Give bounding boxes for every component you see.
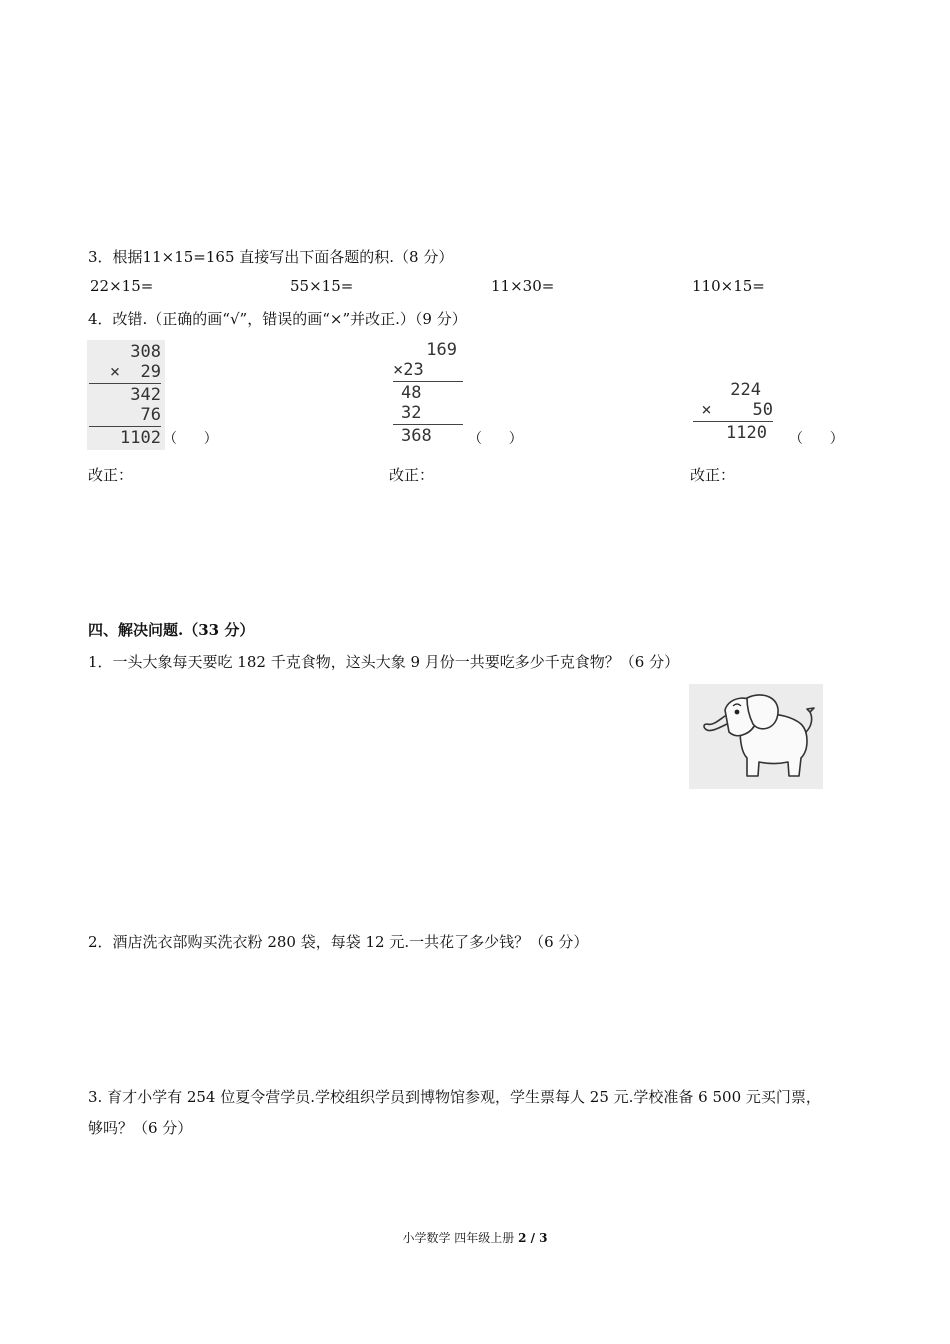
calc1-partial-1: 342 bbox=[130, 385, 161, 405]
problem-3-line-1: 3. 育才小学有 254 位夏令营学员.学校组织学员到博物馆参观，学生票每人 25 元.学校准备 6 500 元买门票， bbox=[88, 1088, 821, 1106]
problem-3-line-2: 够吗？（6 分） bbox=[88, 1119, 193, 1137]
calc3-result: 1120 bbox=[726, 423, 767, 443]
vertical-calculation-3 bbox=[693, 380, 773, 443]
elephant-icon bbox=[689, 684, 823, 789]
elephant-illustration bbox=[689, 684, 823, 789]
q3-item-1: 22×15= bbox=[90, 277, 154, 295]
q3-title: 3．根据11×15=165 直接写出下面各题的积.（8 分） bbox=[88, 248, 454, 266]
q3-item-4: 110×15= bbox=[692, 277, 765, 295]
answer-paren-1[interactable]: （ ） bbox=[163, 431, 218, 447]
correction-label-3: 改正： bbox=[690, 466, 736, 484]
answer-paren-3[interactable]: （ ） bbox=[789, 431, 844, 447]
calc2-rule-2 bbox=[393, 424, 463, 425]
calc2-partial-2: 32 bbox=[401, 403, 422, 423]
vertical-calculation-1 bbox=[87, 340, 165, 450]
section-heading: 四、解决问题.（33 分） bbox=[88, 621, 255, 639]
calc3-rule bbox=[693, 421, 773, 422]
answer-paren-2[interactable]: （ ） bbox=[468, 431, 523, 447]
calc1-multiplicand: 308 bbox=[130, 342, 161, 362]
correction-label-2: 改正： bbox=[389, 466, 435, 484]
calc1-rule-2 bbox=[89, 426, 161, 427]
calc2-partial-1: 48 bbox=[401, 383, 422, 403]
q4-title: 4．改错.（正确的画“√”，错误的画“×”并改正.）（9 分） bbox=[88, 310, 467, 328]
calc2-multiplier: ×23 bbox=[393, 360, 424, 380]
q3-item-3: 11×30= bbox=[491, 277, 555, 295]
calc2-rule bbox=[393, 381, 463, 382]
page-footer bbox=[0, 1229, 950, 1246]
calc1-rule bbox=[89, 383, 161, 384]
calc1-result: 1102 bbox=[120, 428, 161, 448]
calc3-multiplicand: 224 bbox=[730, 380, 761, 400]
vertical-calculation-2 bbox=[393, 340, 463, 446]
problem-2: 2．酒店洗衣部购买洗衣粉 280 袋，每袋 12 元.一共花了多少钱？（6 分） bbox=[88, 933, 589, 951]
footer-subject: 小学数学 四年级上册 bbox=[402, 1231, 519, 1245]
correction-label-1: 改正： bbox=[88, 466, 134, 484]
q3-item-2: 55×15= bbox=[290, 277, 354, 295]
calc1-partial-2: 76 bbox=[140, 405, 161, 425]
calc1-multiplier: × 29 bbox=[109, 362, 161, 382]
calc2-multiplicand: 169 bbox=[426, 340, 457, 360]
problem-1: 1．一头大象每天要吃 182 千克食物，这头大象 9 月份一共要吃多少千克食物？（6 分） bbox=[88, 653, 680, 671]
calc2-result: 368 bbox=[401, 426, 432, 446]
page-number: 2 / 3 bbox=[518, 1231, 548, 1245]
calc3-multiplier: × 50 bbox=[701, 400, 773, 420]
